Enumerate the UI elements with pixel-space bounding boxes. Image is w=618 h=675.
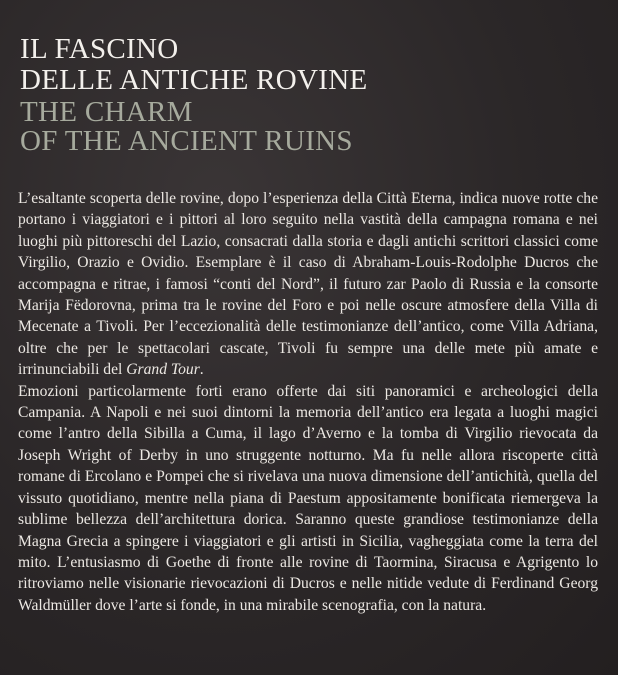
paragraph-1-text: L’esaltante scoperta delle rovine, dopo l’esperienza della Città Eterna, indica nuove rotte che portano i viaggiatori e i pittori al loro seguito nella vastità della campagna romana e nei luoghi più pittoreschi del Lazio, consacrati dalla storia e dagli antichi scrittori classici come Virgilio, Orazio e Ovidio. Esemplare è il caso di Abraham-Louis-Rodolphe Ducros che accompagna e ritrae, i famosi “conti del Nord”, il futuro zar Paolo di Russia e la consorte Marija Fëdorovna, prima tra le rovine del Foro e poi nelle oscure atmosfere della Villa di Mecenate a Tivoli. Per l’eccezionalità delle testimonianze dell’antico, come Villa Adriana, oltre che per le spettacolari cascate, Tivoli fu sempre una delle mete più amate e irrinunciabili del	[18, 190, 598, 379]
title-italian	[18, 34, 598, 96]
title-italian-line-2: DELLE ANTICHE ROVINE	[20, 64, 368, 96]
title-english	[18, 98, 598, 156]
title-english-line-2: OF THE ANCIENT RUINS	[20, 125, 353, 157]
title-italian-line-1: IL FASCINO	[20, 33, 179, 65]
title-english-line-1: THE CHARM	[20, 96, 193, 128]
panel-body-text	[18, 188, 598, 616]
paragraph-1-italic: Grand Tour	[126, 361, 200, 379]
paragraph-1-end: .	[199, 361, 204, 379]
paragraph-2: Emozioni particolarmente forti erano offerte dai siti panoramici e archeologici della Campania. A Napoli e nei suoi dintorni la memoria dell’antico era legata a luoghi magici come l’antro della Sibilla a Cuma, il lago d’Averno e la tomba di Virgilio rievocata da Joseph Wright of Derby in uno struggente notturno. Ma fu nelle allora riscoperte città romane di Ercolano e Pompei che si rivelava una nuova dimensione dell’antichità, quella del vissuto quotidiano, mentre nella piana di Paestum appositamente bonificata riemergeva la sublime bellezza dell’architettura dorica. Saranno queste grandiose testimonianze della Magna Grecia a spingere i viaggiatori e gli artisti in Sicilia, vagheggiata come la terra del mito. L’entusiasmo di Goethe di fronte alle rovine di Taormina, Siracusa e Agrigento lo ritroviamo nelle visionarie rievocazioni di Ducros e nelle nitide vedute di Ferdinand Georg Waldmüller dove l’arte si fonde, in una mirabile scenografia, con la natura.	[18, 382, 598, 614]
paragraph-1	[18, 188, 598, 381]
